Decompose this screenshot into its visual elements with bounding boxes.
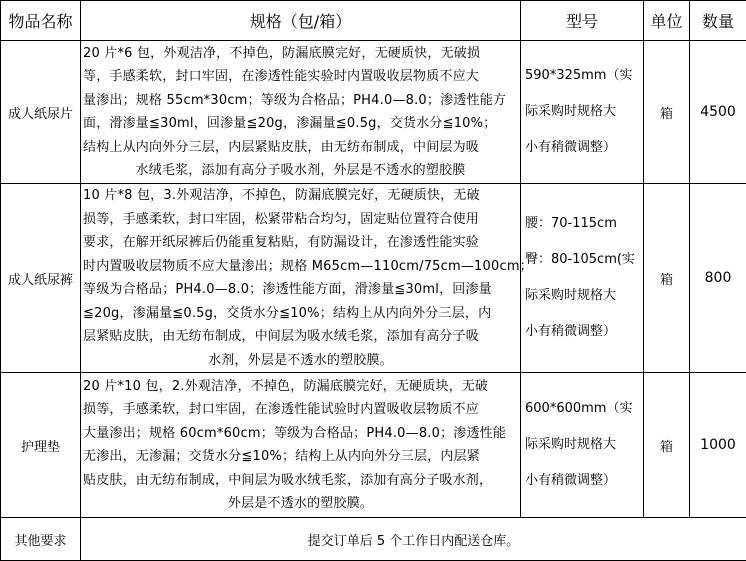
item-spec xyxy=(81,41,521,184)
item-unit: 箱 xyxy=(644,184,690,373)
model-line: 小有稍微调整） xyxy=(521,463,643,499)
model-line: 600*600mm（实 xyxy=(521,391,643,427)
model-line: 腰：70-115cm xyxy=(521,206,643,242)
item-qty: 4500 xyxy=(690,41,746,184)
header-unit: 单位 xyxy=(644,1,690,41)
model-line: 小有稍微调整） xyxy=(521,130,643,166)
model-line: 际采购时规格大 xyxy=(521,427,643,463)
spec-line: 水剂，外层是不透水的塑胶膜。 xyxy=(83,349,518,373)
item-model xyxy=(521,184,644,373)
item-spec xyxy=(81,373,521,518)
other-requirements-row xyxy=(1,518,746,561)
spec-line: 水绒毛浆，添加有高分子吸水剂，外层是不透水的塑胶膜 xyxy=(83,159,518,183)
model-line: 臀：80-105cm(实 xyxy=(521,242,643,278)
item-spec xyxy=(81,184,521,373)
model-line: 590*325mm（实 xyxy=(521,58,643,94)
header-spec: 规格（包/箱） xyxy=(81,1,521,41)
header-qty: 数量 xyxy=(690,1,746,41)
item-model xyxy=(521,373,644,518)
model-line: 际采购时规格大 xyxy=(521,278,643,314)
other-text: 提交订单后 5 个工作日内配送仓库。 xyxy=(81,518,746,561)
item-name: 成人纸尿裤 xyxy=(1,184,81,373)
spec-line: 贴皮肤，由无纺布制成，中间层为吸水绒毛浆，添加有高分子吸水剂， xyxy=(83,469,518,493)
spec-line: 10 片*8 包，3.外观洁净，不掉色，防漏底膜完好，无硬质快，无破 xyxy=(83,184,518,208)
item-qty: 800 xyxy=(690,184,746,373)
table-row xyxy=(1,41,746,184)
item-unit: 箱 xyxy=(644,41,690,184)
spec-line: 等，手感柔软，封口牢固，在渗透性能实验时内置吸收层物质不应大 xyxy=(83,65,518,89)
item-qty: 1000 xyxy=(690,373,746,518)
item-unit: 箱 xyxy=(644,373,690,518)
spec-line: 时内置吸收层物质不应大量渗出；规格 M65cm—110cm/75cm—100cm； xyxy=(83,255,518,279)
other-label: 其他要求 xyxy=(1,518,81,561)
spec-line: 结构上从内向外分三层，内层紧贴皮肤，由无纺布制成，中间层为吸 xyxy=(83,136,518,160)
model-line: 际采购时规格大 xyxy=(521,94,643,130)
spec-line: 要求，在解开纸尿裤后仍能重复粘贴，有防漏设计，在渗透性能实验 xyxy=(83,231,518,255)
item-name: 成人纸尿片 xyxy=(1,41,81,184)
spec-line: 层紧贴皮肤，由无纺布制成，中间层为吸水绒毛浆，添加有高分子吸 xyxy=(83,325,518,349)
model-line: 小有稍微调整） xyxy=(521,314,643,350)
header-model: 型号 xyxy=(521,1,644,41)
spec-line: 20 片*6 包，外观洁净，不掉色，防漏底膜完好，无硬质快，无破损 xyxy=(83,42,518,66)
spec-line: 损等，手感柔软，封口牢固，松紧带粘合均匀，固定贴位置符合使用 xyxy=(83,208,518,232)
item-model xyxy=(521,41,644,184)
spec-line: 量渗出；规格 55cm*30cm；等级为合格品；PH4.0—8.0；渗透性能方 xyxy=(83,89,518,113)
spec-line: 大量渗出；规格 60cm*60cm；等级为合格品；PH4.0—8.0；渗透性能 xyxy=(83,422,518,446)
table-row xyxy=(1,373,746,518)
spec-line: 等级为合格品；PH4.0—8.0；渗透性能方面，滑渗量≦30ml，回渗量 xyxy=(83,278,518,302)
header-name: 物品名称 xyxy=(1,1,81,41)
spec-line: 外层是不透水的塑胶膜。 xyxy=(83,492,518,516)
spec-line: 损等，手感柔软，封口牢固，在渗透性能试验时内置吸收层物质不应 xyxy=(83,398,518,422)
spec-line: 20 片*10 包，2.外观洁净，不掉色，防漏底膜完好，无硬质块，无破 xyxy=(83,375,518,399)
header-row xyxy=(1,1,746,41)
item-name: 护理垫 xyxy=(1,373,81,518)
spec-line: 无渗出，无渗漏；交货水分≦10%；结构上从内向外分三层，内层紧 xyxy=(83,445,518,469)
table-row xyxy=(1,184,746,373)
spec-line: ≦20g，渗漏量≦0.5g，交货水分≦10%；结构上从内向外分三层，内 xyxy=(83,302,518,326)
spec-line: 面，滑渗量≦30ml，回渗量≦20g，渗漏量≦0.5g，交货水分≦10%； xyxy=(83,112,518,136)
